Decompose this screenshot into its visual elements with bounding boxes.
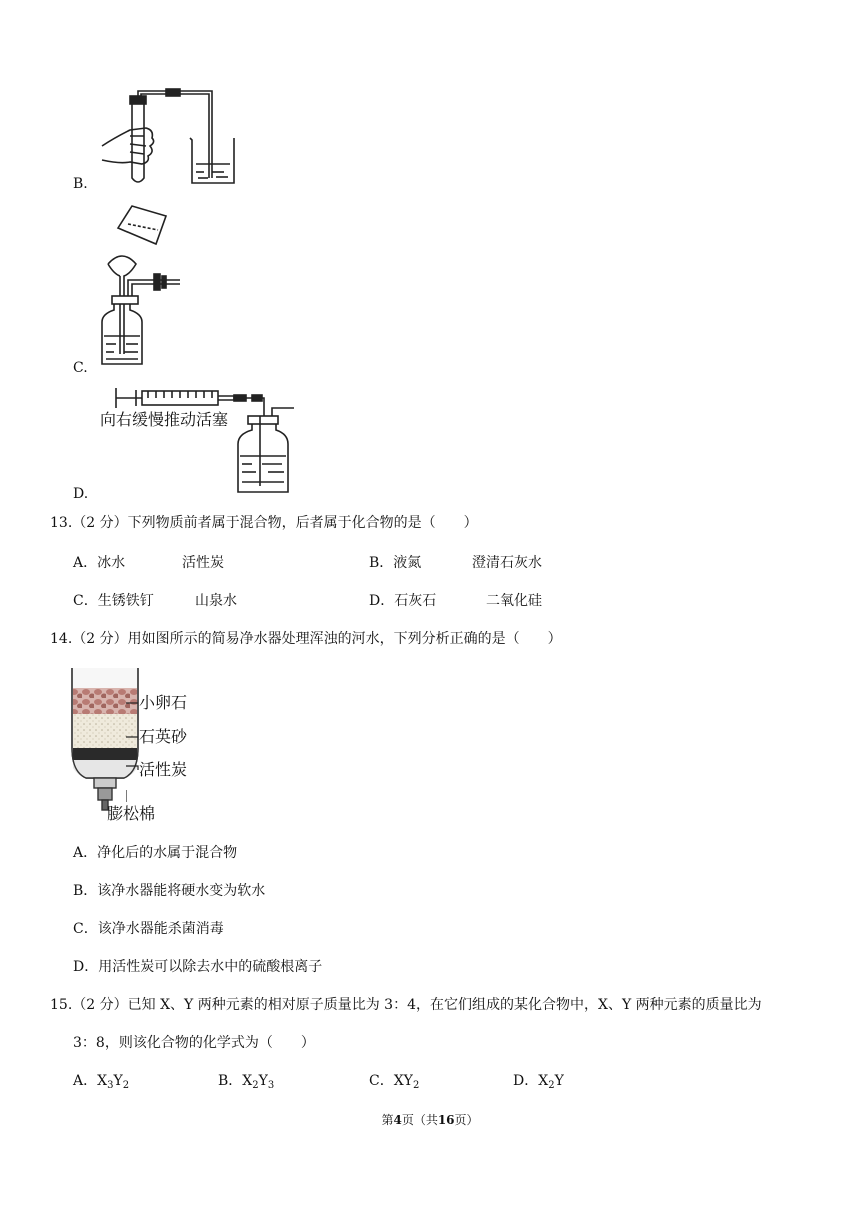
funnel-gas-bottle-figure [98, 204, 182, 372]
q13-option-b: B．液氮 [369, 555, 422, 571]
q14-number: 14. [50, 631, 73, 647]
q13-option-a: A．冰水 [73, 555, 126, 571]
q14-stem-text: （2 分）用如图所示的简易净水器处理浑浊的河水，下列分析正确的是（ ） [72, 631, 562, 647]
q15-option-d: D．$X_2Y$ [513, 1073, 564, 1091]
q14-option-b: B．该净水器能将硬水变为软水 [73, 883, 266, 899]
q13-number: 13. [50, 515, 73, 531]
total-page-count: 16 [437, 1113, 455, 1127]
option-c-letter: C. [73, 360, 88, 376]
q15-option-c: C．$XY_2$ [369, 1073, 420, 1091]
q13-stem-text: （2 分）下列物质前者属于混合物，后者属于化合物的是（ ） [72, 515, 478, 531]
q13-option-b-second: 澄清石灰水 [472, 555, 542, 571]
filter-label-quartz-sand: 石英砂 [139, 727, 188, 746]
q15-stem-text-1: （2 分）已知 X、Y 两种元素的相对原子质量比为 3：4，在它们组成的某化合物中，X、Y 两种元素的质量比为 [72, 997, 762, 1013]
q13-option-d-second: 二氧化硅 [486, 593, 542, 609]
q15-stem-line1 [50, 998, 762, 1012]
option-d-letter: D. [73, 486, 89, 502]
q14-stem [50, 632, 562, 646]
option-b-letter: B. [73, 176, 88, 192]
syringe-instruction-label: 向右缓慢推动活塞 [100, 410, 229, 429]
q14-option-c: C．该净水器能杀菌消毒 [73, 921, 224, 937]
q13-option-a-second: 活性炭 [182, 555, 224, 571]
q15-option-b: B．$X_2Y_3$ [218, 1073, 275, 1091]
syringe-gas-bottle-figure [112, 386, 302, 496]
filter-label-activated-carbon: 活性炭 [139, 760, 188, 779]
filter-label-pebbles: 小卵石 [139, 693, 188, 712]
q15-stem-line2: 3：8，则该化合物的化学式为（ ） [73, 1035, 315, 1051]
q14-option-a: A．净化后的水属于混合物 [73, 845, 238, 861]
hand-heating-test-tube-figure [100, 86, 240, 190]
q14-option-d: D．用活性炭可以除去水中的硫酸根离子 [73, 959, 323, 975]
q13-option-c-second: 山泉水 [195, 593, 237, 609]
q15-option-a: A．$X_3Y_2$ [73, 1073, 130, 1091]
q13-option-d: D．石灰石 [369, 593, 437, 609]
q15-number: 15. [50, 997, 73, 1013]
q13-option-c: C．生锈铁钉 [73, 593, 154, 609]
filter-label-cotton: 膨松棉 [107, 804, 156, 823]
page-footer: 第4页（共16页） [381, 1113, 479, 1127]
current-page-number: 4 [393, 1113, 402, 1127]
q13-stem [50, 516, 478, 530]
